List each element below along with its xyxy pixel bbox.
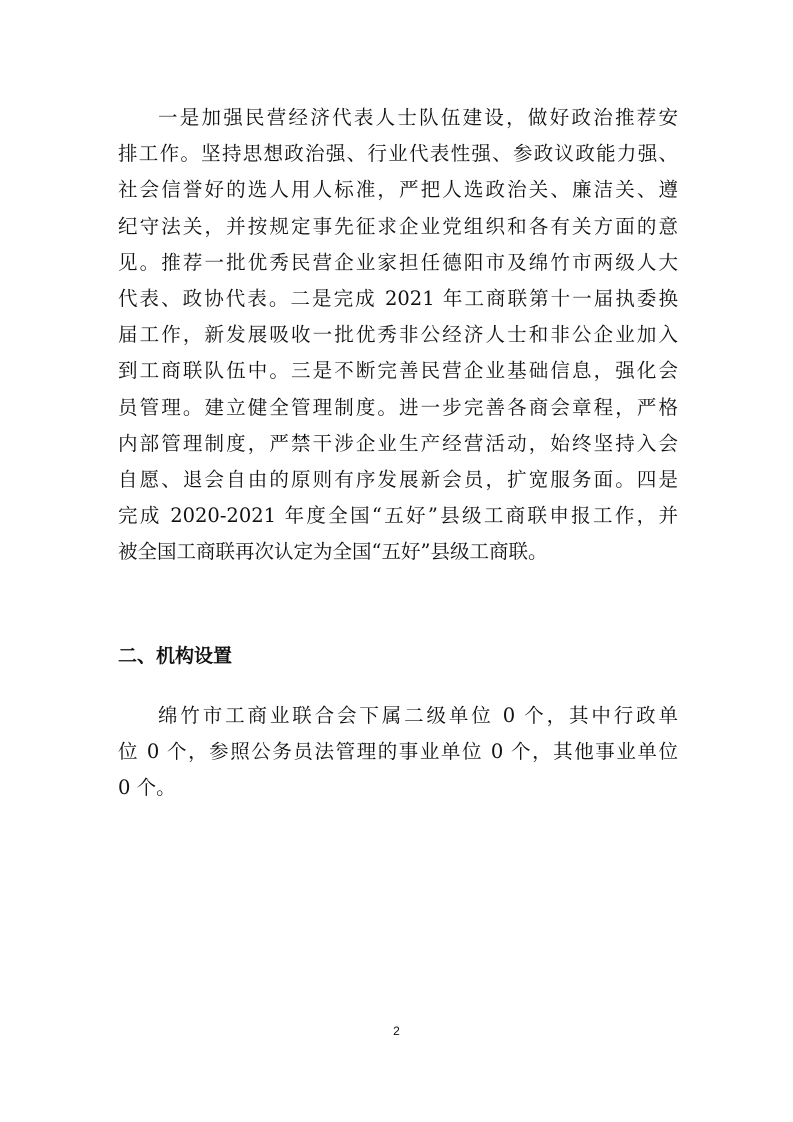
paragraph-work-summary — [118, 100, 678, 570]
paragraph-line: 一是加强民营经济代表人士队伍建设，做好政治推荐安 — [158, 106, 678, 129]
paragraph-line: 排工作。坚持思想政治强、行业代表性强、参政议政能力强、 — [118, 142, 678, 166]
section-heading: 二、机构设置 — [118, 645, 233, 667]
paragraph-line: 被全国工商联再次认定为全国“五好”县级工商联。 — [118, 540, 548, 564]
page-number: 2 — [393, 1024, 400, 1038]
paragraph-line: 绵竹市工商业联合会下属二级单位 0 个，其中行政单 — [158, 704, 678, 727]
paragraph-line: 见。推荐一批优秀民营企业家担任德阳市及绵竹市两级人大 — [118, 250, 678, 274]
paragraph-line: 届工作，新发展吸收一批优秀非公经济人士和非公企业加入 — [118, 323, 678, 347]
paragraph-line: 代表、政协代表。二是完成 2021 年工商联第十一届执委换 — [118, 286, 678, 310]
paragraph-line: 0 个。 — [118, 776, 176, 800]
paragraph-line: 内部管理制度，严禁干涉企业生产经营活动，始终坚持入会 — [118, 431, 678, 455]
paragraph-line: 员管理。建立健全管理制度。进一步完善各商会章程，严格 — [118, 395, 678, 419]
paragraph-line: 到工商联队伍中。三是不断完善民营企业基础信息，强化会 — [118, 359, 678, 383]
paragraph-line: 社会信誉好的选人用人标准，严把人选政治关、廉洁关、遵 — [118, 178, 678, 202]
paragraph-line: 自愿、退会自由的原则有序发展新会员，扩宽服务面。四是 — [118, 467, 678, 491]
paragraph-line: 位 0 个，参照公务员法管理的事业单位 0 个，其他事业单位 — [118, 740, 678, 764]
paragraph-institution-setup — [118, 698, 678, 807]
paragraph-line: 纪守法关，并按规定事先征求企业党组织和各有关方面的意 — [118, 214, 678, 238]
paragraph-line: 完成 2020-2021 年度全国“五好”县级工商联申报工作，并 — [118, 504, 678, 528]
